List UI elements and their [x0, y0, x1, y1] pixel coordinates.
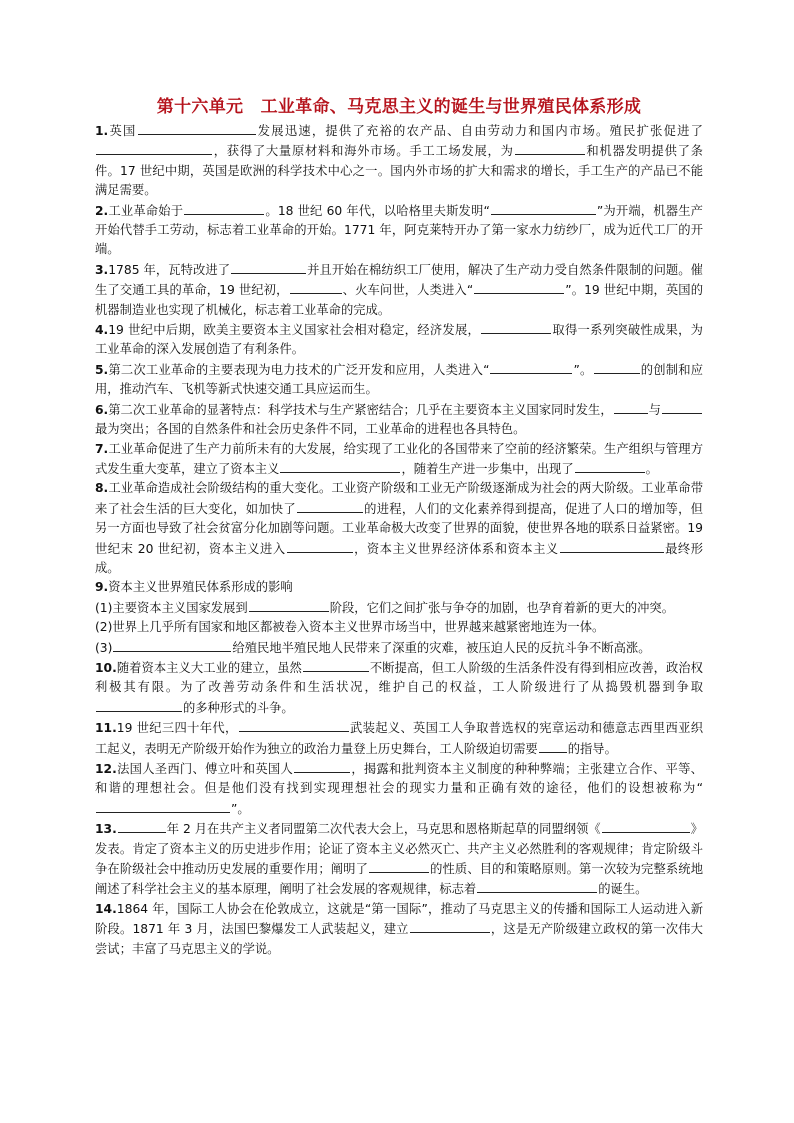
fill-blank[interactable] — [294, 759, 350, 773]
fill-blank[interactable] — [239, 718, 349, 732]
fill-blank[interactable] — [96, 698, 182, 712]
fill-blank[interactable] — [515, 141, 585, 155]
question-3: 3.1785 年，瓦特改进了 并且开始在棉纺织工厂使用，解决了生产动力受自然条件限制的问题。催生了交通工具的革命，19 世纪初， 、火车问世，人类进入“ ”。19 世纪中期，英国的机器制造业也实现了机械化，标志着工业革命的完成。 — [95, 260, 703, 320]
fill-blank[interactable] — [474, 280, 564, 294]
question-11: 11.19 世纪三四十年代， 武装起义、英国工人争取普选权的宪章运动和德意志西里西亚织工起义，表明无产阶级开始作为独立的政治力量登上历史舞台，工人阶级迫切需要 的指导。 — [95, 718, 703, 759]
question-1: 1.英国 发展迅速，提供了充裕的农产品、自由劳动力和国内市场。殖民扩张促进了，获得了大量原材料和海外市场。手工工场发展，为 和机器发明提供了条件。17 世纪中期，英国是欧洲的科学技术中心之一。国内外市场的扩大和需求的增长，手工生产的产品已不能满足需要。 — [95, 121, 703, 201]
fill-blank[interactable] — [303, 658, 369, 672]
fill-blank[interactable] — [184, 201, 264, 215]
question-12: 12.法国人圣西门、傅立叶和英国人 ，揭露和批判资本主义制度的种种弊端；主张建立合作、平等、和谐的理想社会。但是他们没有找到实现理想社会的现实力量和正确有效的途径，他们的设想被称为“”。 — [95, 759, 703, 819]
question-2: 2.工业革命始于 。18 世纪 60 年代，以哈格里夫斯发明“ ”为开端，机器生产开始代替手工劳动，标志着工业革命的开始。1771 年，阿克莱特开办了第一家水力纺纱厂，成为近代工厂的开端。 — [95, 201, 703, 260]
fill-blank[interactable] — [96, 141, 212, 155]
question-7: 7.工业革命促进了生产力前所未有的大发展，给实现了工业化的各国带来了空前的经济繁荣。生产组织与管理方式发生重大变革，建立了资本主义 ，随着生产进一步集中，出现了 。 — [95, 441, 703, 476]
question-8: 8.工业革命造成社会阶级结构的重大变化。工业资产阶级和工业无产阶级逐渐成为社会的两大阶级。工业革命带来了社会生活的巨大变化，如加快了 的进程，人们的文化素养得到提高，促进了人口的增加等，但另一方面也导致了社会贫富分化加剧等问题。工业革命极大改变了世界的面貌，使世界各地的联系日益紧密。19 世纪末 20 世纪初，资本主义进入 ，资本主义世界经济体系和资本主义 最终形成。 — [95, 481, 703, 575]
question-6: 6.第二次工业革命的显著特点：科学技术与生产紧密结合；几乎在主要资本主义国家同时发生， 与最为突出；各国的自然条件和社会历史条件不同，工业革命的进程也各具特色。 — [95, 400, 703, 440]
fill-blank[interactable] — [113, 638, 231, 652]
fill-blank[interactable] — [290, 280, 342, 294]
fill-blank[interactable] — [118, 819, 166, 833]
fill-blank[interactable] — [287, 539, 353, 553]
fill-blank[interactable] — [594, 360, 640, 374]
fill-blank[interactable] — [249, 598, 329, 612]
fill-blank[interactable] — [96, 799, 230, 813]
fill-blank[interactable] — [662, 400, 702, 414]
question-13: 13. 年 2 月在共产主义者同盟第二次代表大会上，马克思和恩格斯起草的同盟纲领《 》发表。肯定了资本主义的历史进步作用；论证了资本主义必然灭亡、共产主义必然胜利的客观规律；肯定阶级斗争在阶级社会中推动历史发展的重要作用；阐明了 的性质、目的和策略原则。第一次较为完整系统地阐述了科学社会主义的基本原理，阐明了社会发展的客观规律，标志着 的诞生。 — [95, 819, 703, 900]
question-4: 4.19 世纪中后期，欧美主要资本主义国家社会相对稳定，经济发展， 取得一系列突破性成果，为工业革命的深入发展创造了有利条件。 — [95, 320, 703, 360]
fill-blank[interactable] — [490, 360, 572, 374]
fill-blank[interactable] — [231, 260, 306, 274]
fill-blank[interactable] — [481, 320, 551, 334]
fill-blank[interactable] — [539, 739, 567, 753]
question-9-sub-3: (3) 给殖民地半殖民地人民带来了深重的灾难，被压迫人民的反抗斗争不断高涨。 — [95, 638, 703, 658]
fill-blank[interactable] — [602, 819, 690, 833]
fill-blank[interactable] — [369, 859, 429, 873]
fill-blank[interactable] — [477, 879, 597, 893]
question-14: 14.1864 年，国际工人协会在伦敦成立，这就是“第一国际”，推动了马克思主义的传播和国际工人运动进入新阶段。1871 年 3 月，法国巴黎爆发工人武装起义，建立 ，这是无产阶级建立政权的第一次伟大尝试；丰富了马克思主义的学说。 — [95, 901, 703, 956]
question-10: 10.随着资本主义大工业的建立，虽然 不断提高，但工人阶级的生活条件没有得到相应改善，政治权利极其有限。为了改善劳动条件和生活状况，维护自己的权益，工人阶级进行了从捣毁机器到争取的多种形式的斗争。 — [95, 658, 703, 718]
fill-blank[interactable] — [410, 919, 490, 933]
fill-blank[interactable] — [491, 201, 596, 215]
fill-blank[interactable] — [614, 400, 648, 414]
question-9-sub-2: (2)世界上几乎所有国家和地区都被卷入资本主义世界市场当中，世界越来越紧密地连为一体。 — [95, 620, 605, 635]
worksheet-page — [95, 96, 703, 959]
fill-blank[interactable] — [297, 499, 363, 513]
fill-blank[interactable] — [280, 459, 400, 473]
question-5: 5.第二次工业革命的主要表现为电力技术的广泛开发和应用，人类进入“ ”。 的创制和应用，推动汽车、飞机等新式快速交通工具应运而生。 — [95, 360, 703, 400]
question-9: 9.资本主义世界殖民体系形成的影响 — [95, 580, 293, 595]
question-9-sub-1: (1)主要资本主义国家发展到 阶段，它们之间扩张与争夺的加剧，也孕育着新的更大的冲突。 — [95, 598, 703, 618]
fill-blank[interactable] — [138, 121, 256, 135]
unit-title: 第十六单元 工业革命、马克思主义的诞生与世界殖民体系形成 — [156, 97, 642, 117]
fill-blank[interactable] — [560, 539, 664, 553]
fill-blank[interactable] — [575, 459, 645, 473]
